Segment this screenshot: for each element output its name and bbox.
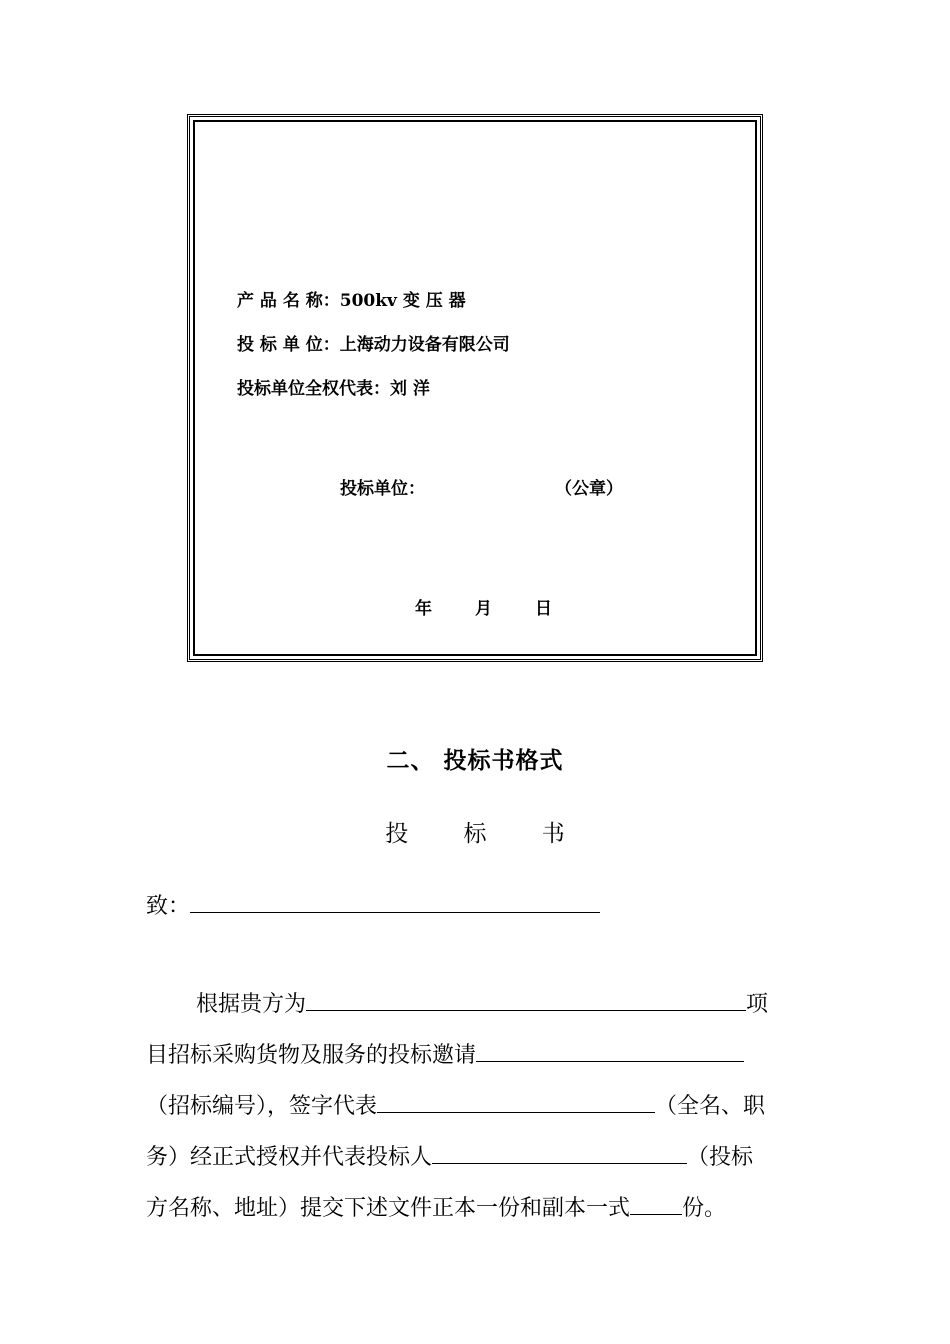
body-text: 务）经正式授权并代表投标人 — [146, 1145, 433, 1170]
body-text: （投标 — [687, 1145, 754, 1170]
body-text: 目招标采购货物及服务的投标邀请 — [146, 1043, 477, 1068]
signatory-blank — [377, 1089, 655, 1113]
body-text: （全名、职 — [655, 1094, 766, 1119]
section-title: 二、 投标书格式 — [386, 747, 564, 774]
bidder-unit-line: 投 标 单 位：上海动力设备有限公司 — [237, 335, 510, 355]
project-blank — [306, 987, 746, 1011]
body-text: 份。 — [682, 1196, 727, 1221]
addressee-blank — [190, 889, 600, 913]
product-name-line: 产 品 名 称：500kv 变 压 器 — [237, 291, 466, 311]
body-line-5 — [146, 1183, 808, 1234]
body-line-4 — [146, 1132, 808, 1183]
letter-body — [146, 979, 808, 1234]
representative-line: 投标单位全权代表：刘 洋 — [237, 379, 430, 399]
body-line-3 — [146, 1081, 808, 1132]
date-year: 年 — [415, 599, 432, 619]
body-text: 项 — [746, 992, 769, 1017]
seal-tag: （公章） — [555, 479, 623, 499]
seal-label: 投标单位： — [340, 479, 425, 499]
invitation-blank — [476, 1038, 744, 1062]
addressee-line — [146, 889, 600, 920]
date-month: 月 — [475, 599, 492, 619]
copies-blank — [630, 1191, 682, 1215]
body-text: （招标编号），签字代表 — [146, 1094, 378, 1119]
date-day: 日 — [535, 599, 552, 619]
body-text: 方名称、地址）提交下述文件正本一份和副本一式 — [146, 1196, 631, 1221]
addressee-label: 致： — [146, 894, 191, 920]
cover-inner-border — [193, 120, 757, 656]
body-line-2 — [146, 1030, 808, 1081]
bidder-blank — [432, 1140, 687, 1164]
cover-frame — [187, 114, 763, 662]
document-title: 投 标 书 — [385, 821, 589, 847]
body-text: 根据贵方为 — [196, 992, 307, 1017]
body-line-1 — [146, 979, 808, 1030]
